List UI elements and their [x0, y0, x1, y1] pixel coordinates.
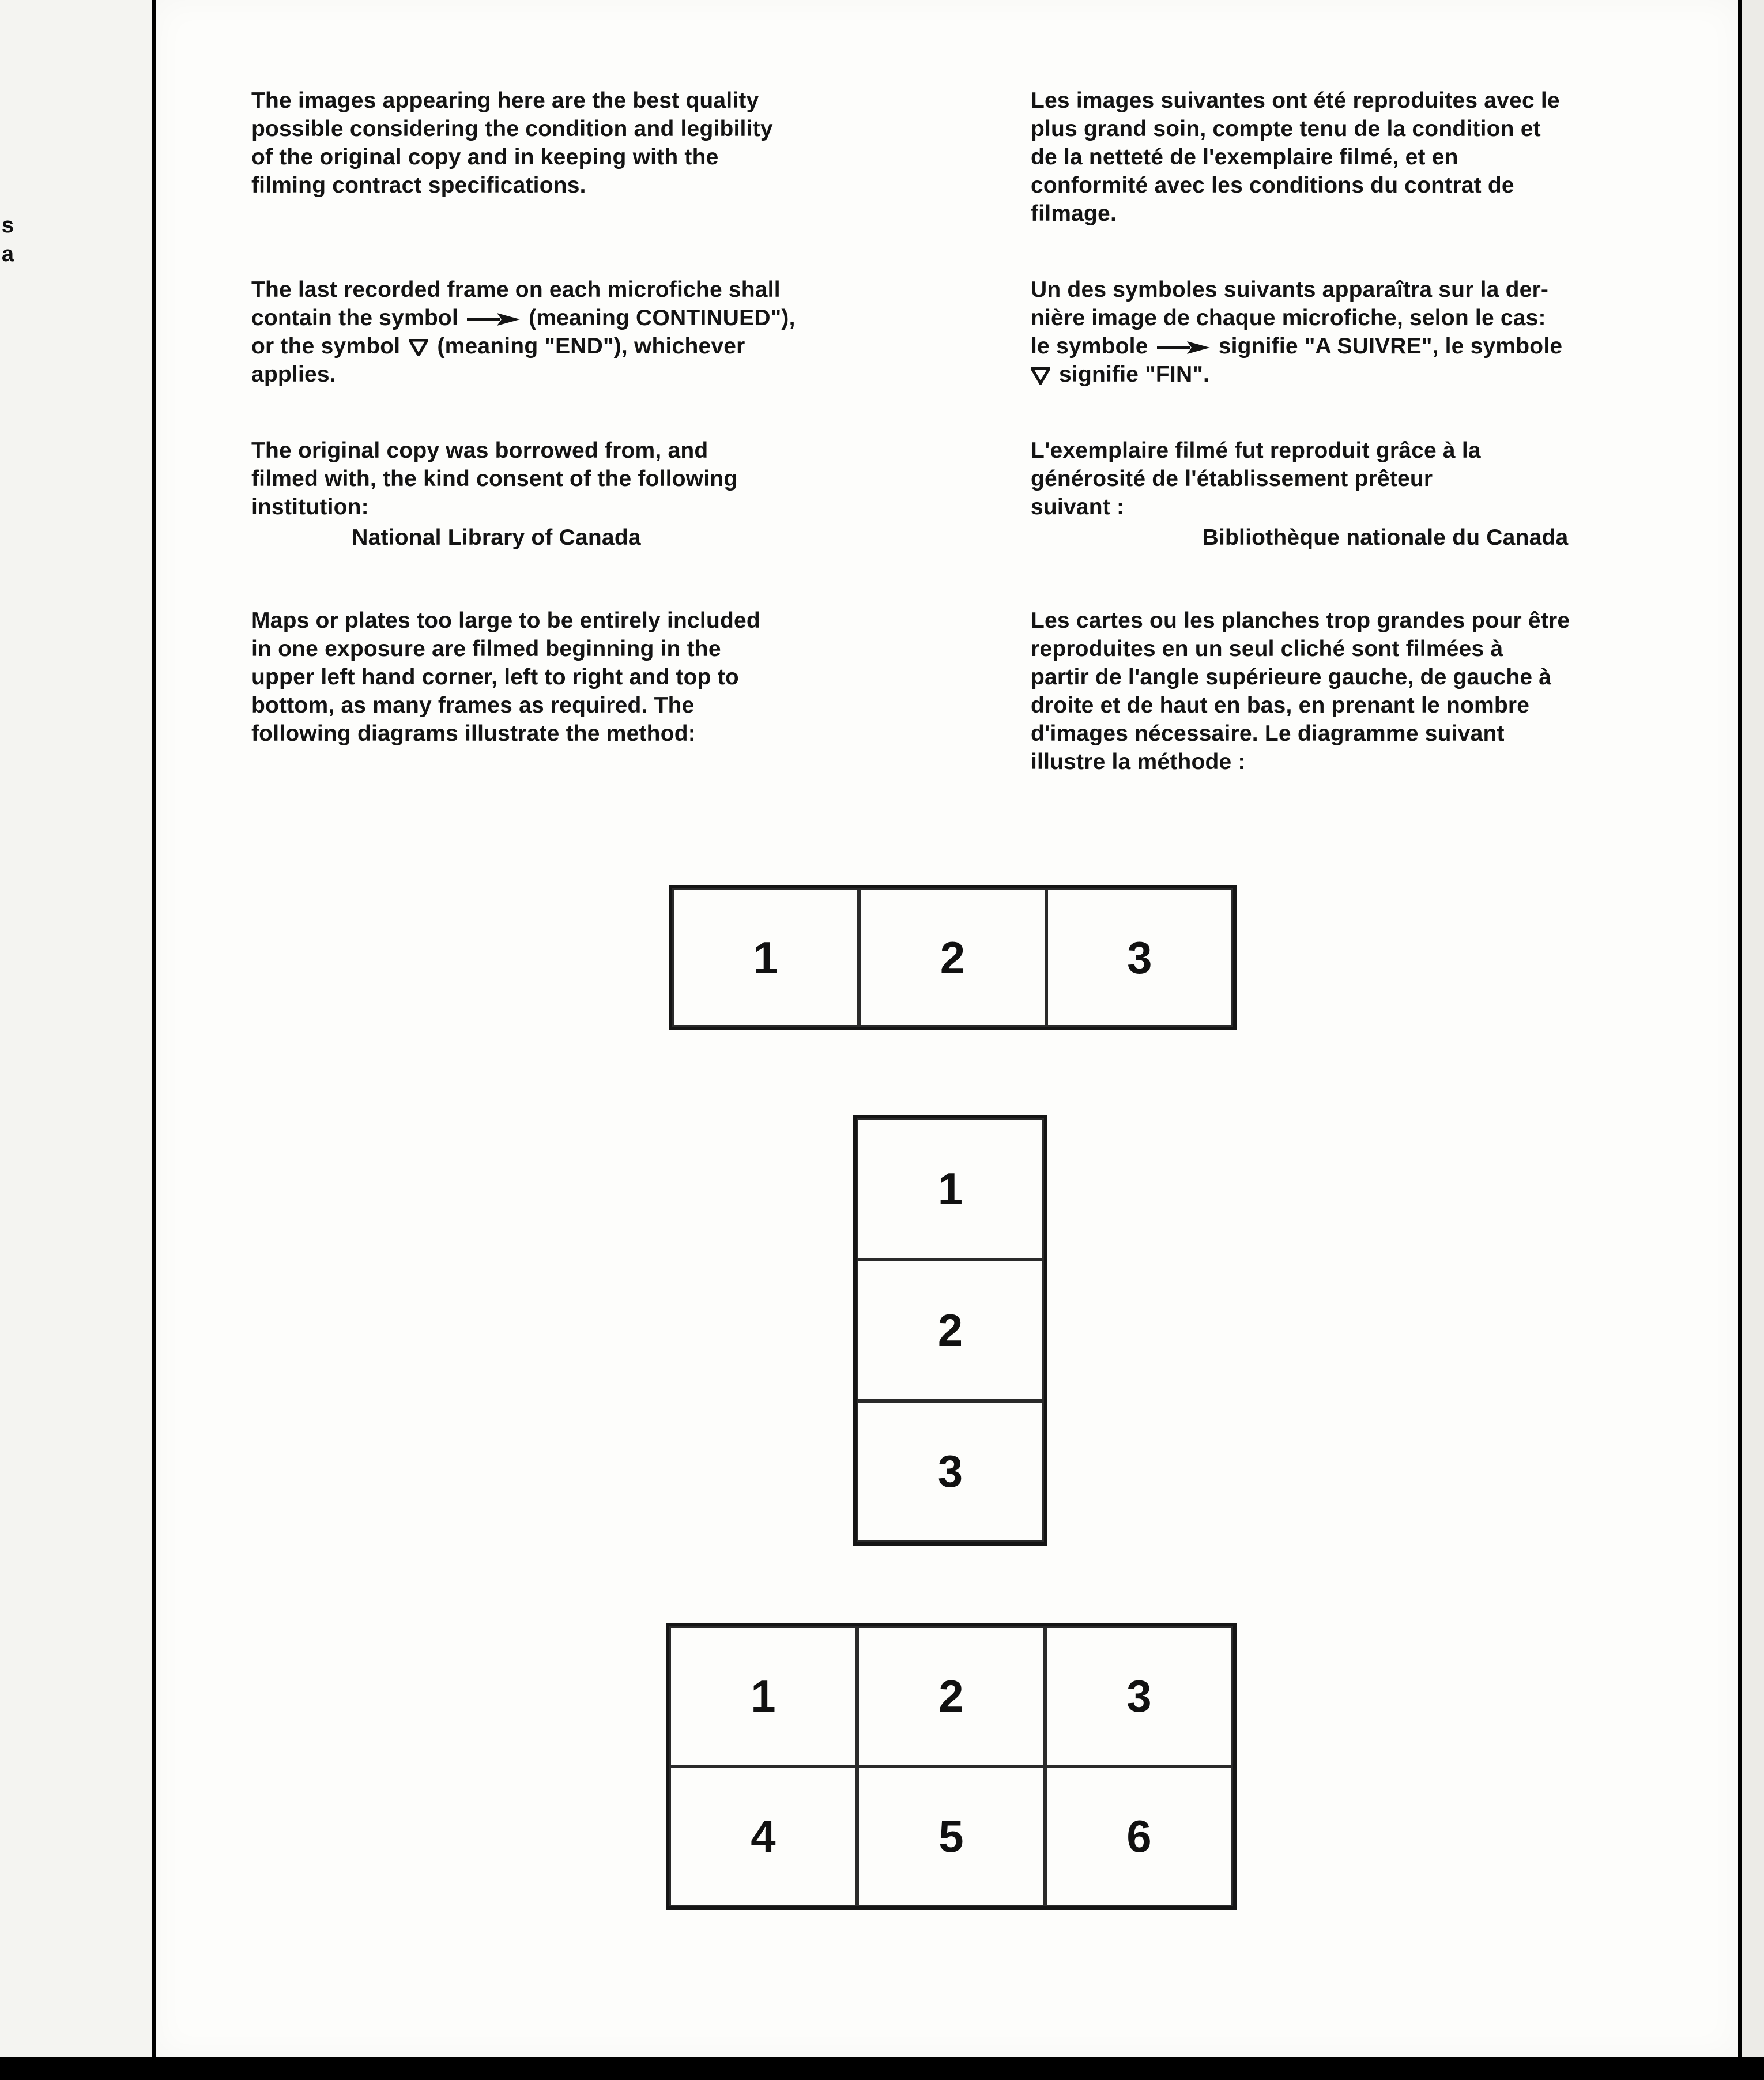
text-line: générosité de l'établissement prêteur: [1031, 466, 1433, 491]
frame-cell: 3: [857, 1401, 1044, 1542]
frame-cell: 1: [857, 1118, 1044, 1260]
text-line: in one exposure are filmed beginning in the: [251, 636, 721, 661]
english-symbol-paragraph: [251, 276, 796, 389]
vertical-frame-diagram: [853, 1115, 1047, 1546]
text-line: droite et de haut en bas, en prenant le nombre: [1031, 693, 1530, 718]
text-line: Un des symboles suivants apparaîtra sur la der-: [1031, 277, 1549, 302]
margin-fragment: s: [1, 213, 14, 238]
text-line: The last recorded frame on each microfiche shall: [251, 277, 781, 302]
institution-name: National Library of Canada: [352, 525, 641, 550]
text-line: bottom, as many frames as required. The: [251, 693, 695, 718]
frame-cell: 2: [859, 888, 1046, 1027]
previous-page-strip: [0, 0, 152, 2057]
text-line: The original copy was borrowed from, and: [251, 438, 708, 463]
text-line: applies.: [251, 362, 336, 387]
text-line: suivant :: [1031, 495, 1125, 519]
frame-cell: 2: [857, 1260, 1044, 1401]
english-source-paragraph: [251, 436, 741, 552]
text-line: filming contract specifications.: [251, 173, 586, 198]
text-line: illustre la méthode :: [1031, 749, 1246, 774]
text-line: following diagrams illustrate the method:: [251, 721, 696, 746]
english-method-paragraph: [251, 606, 760, 748]
text-fragment: signifie "FIN".: [1059, 362, 1210, 387]
end-triangle-icon: [1031, 367, 1050, 385]
french-symbol-paragraph: [1031, 276, 1562, 389]
text-line: Maps or plates too large to be entirely included: [251, 608, 760, 633]
text-fragment: signifie "A SUIVRE", le symbole: [1218, 334, 1563, 359]
text-line: filmage.: [1031, 201, 1117, 226]
frame-cell: 3: [1046, 888, 1233, 1027]
frame-cell: 1: [669, 1626, 857, 1766]
text-line: filmed with, the kind consent of the following: [251, 466, 738, 491]
institution-name: Bibliothèque nationale du Canada: [1202, 525, 1569, 550]
text-line: The images appearing here are the best quality: [251, 88, 759, 113]
text-line: [251, 304, 796, 332]
continued-arrow-icon: [467, 313, 520, 326]
horizontal-frame-diagram: [669, 885, 1237, 1030]
end-triangle-icon: [409, 339, 428, 356]
text-line: nière image de chaque microfiche, selon le cas:: [1031, 306, 1546, 330]
text-fragment: (meaning CONTINUED"),: [529, 306, 796, 330]
text-line: upper left hand corner, left to right and top to: [251, 665, 739, 689]
text-line: d'images nécessaire. Le diagramme suivant: [1031, 721, 1505, 746]
frame-cell: 6: [1045, 1766, 1233, 1906]
text-line: reproduites en un seul cliché sont filmées à: [1031, 636, 1503, 661]
grid-frame-diagram: [666, 1623, 1237, 1910]
french-quality-paragraph: [1031, 86, 1560, 228]
text-line: of the original copy and in keeping with the: [251, 145, 719, 169]
text-line: de la netteté de l'exemplaire filmé, et en: [1031, 145, 1458, 169]
text-line: possible considering the condition and legibility: [251, 116, 773, 141]
frame-cell: 3: [1045, 1626, 1233, 1766]
text-line: [1031, 332, 1562, 360]
next-page-strip: [1742, 0, 1764, 2057]
continued-arrow-icon: [1157, 341, 1210, 354]
french-method-paragraph: [1031, 606, 1570, 776]
text-line: Les cartes ou les planches trop grandes pour être: [1031, 608, 1570, 633]
french-source-paragraph: [1031, 436, 1740, 552]
text-line: [1031, 360, 1562, 389]
text-fragment: contain the symbol: [251, 306, 458, 330]
frame-cell: 4: [669, 1766, 857, 1906]
text-fragment: (meaning "END"), whichever: [437, 334, 745, 359]
text-line: [251, 332, 796, 360]
english-quality-paragraph: [251, 86, 773, 199]
text-fragment: or the symbol: [251, 334, 401, 359]
text-line: institution:: [251, 495, 369, 519]
text-line: conformité avec les conditions du contrat de: [1031, 173, 1514, 198]
frame-cell: 1: [672, 888, 859, 1027]
text-fragment: le symbole: [1031, 334, 1148, 359]
text-line: plus grand soin, compte tenu de la condition et: [1031, 116, 1541, 141]
margin-fragment: a: [1, 242, 14, 266]
text-line: partir de l'angle supérieure gauche, de gauche à: [1031, 665, 1552, 689]
text-line: Les images suivantes ont été reproduites avec le: [1031, 88, 1560, 113]
frame-cell: 5: [857, 1766, 1045, 1906]
frame-cell: 2: [857, 1626, 1045, 1766]
text-line: L'exemplaire filmé fut reproduit grâce à la: [1031, 438, 1481, 463]
